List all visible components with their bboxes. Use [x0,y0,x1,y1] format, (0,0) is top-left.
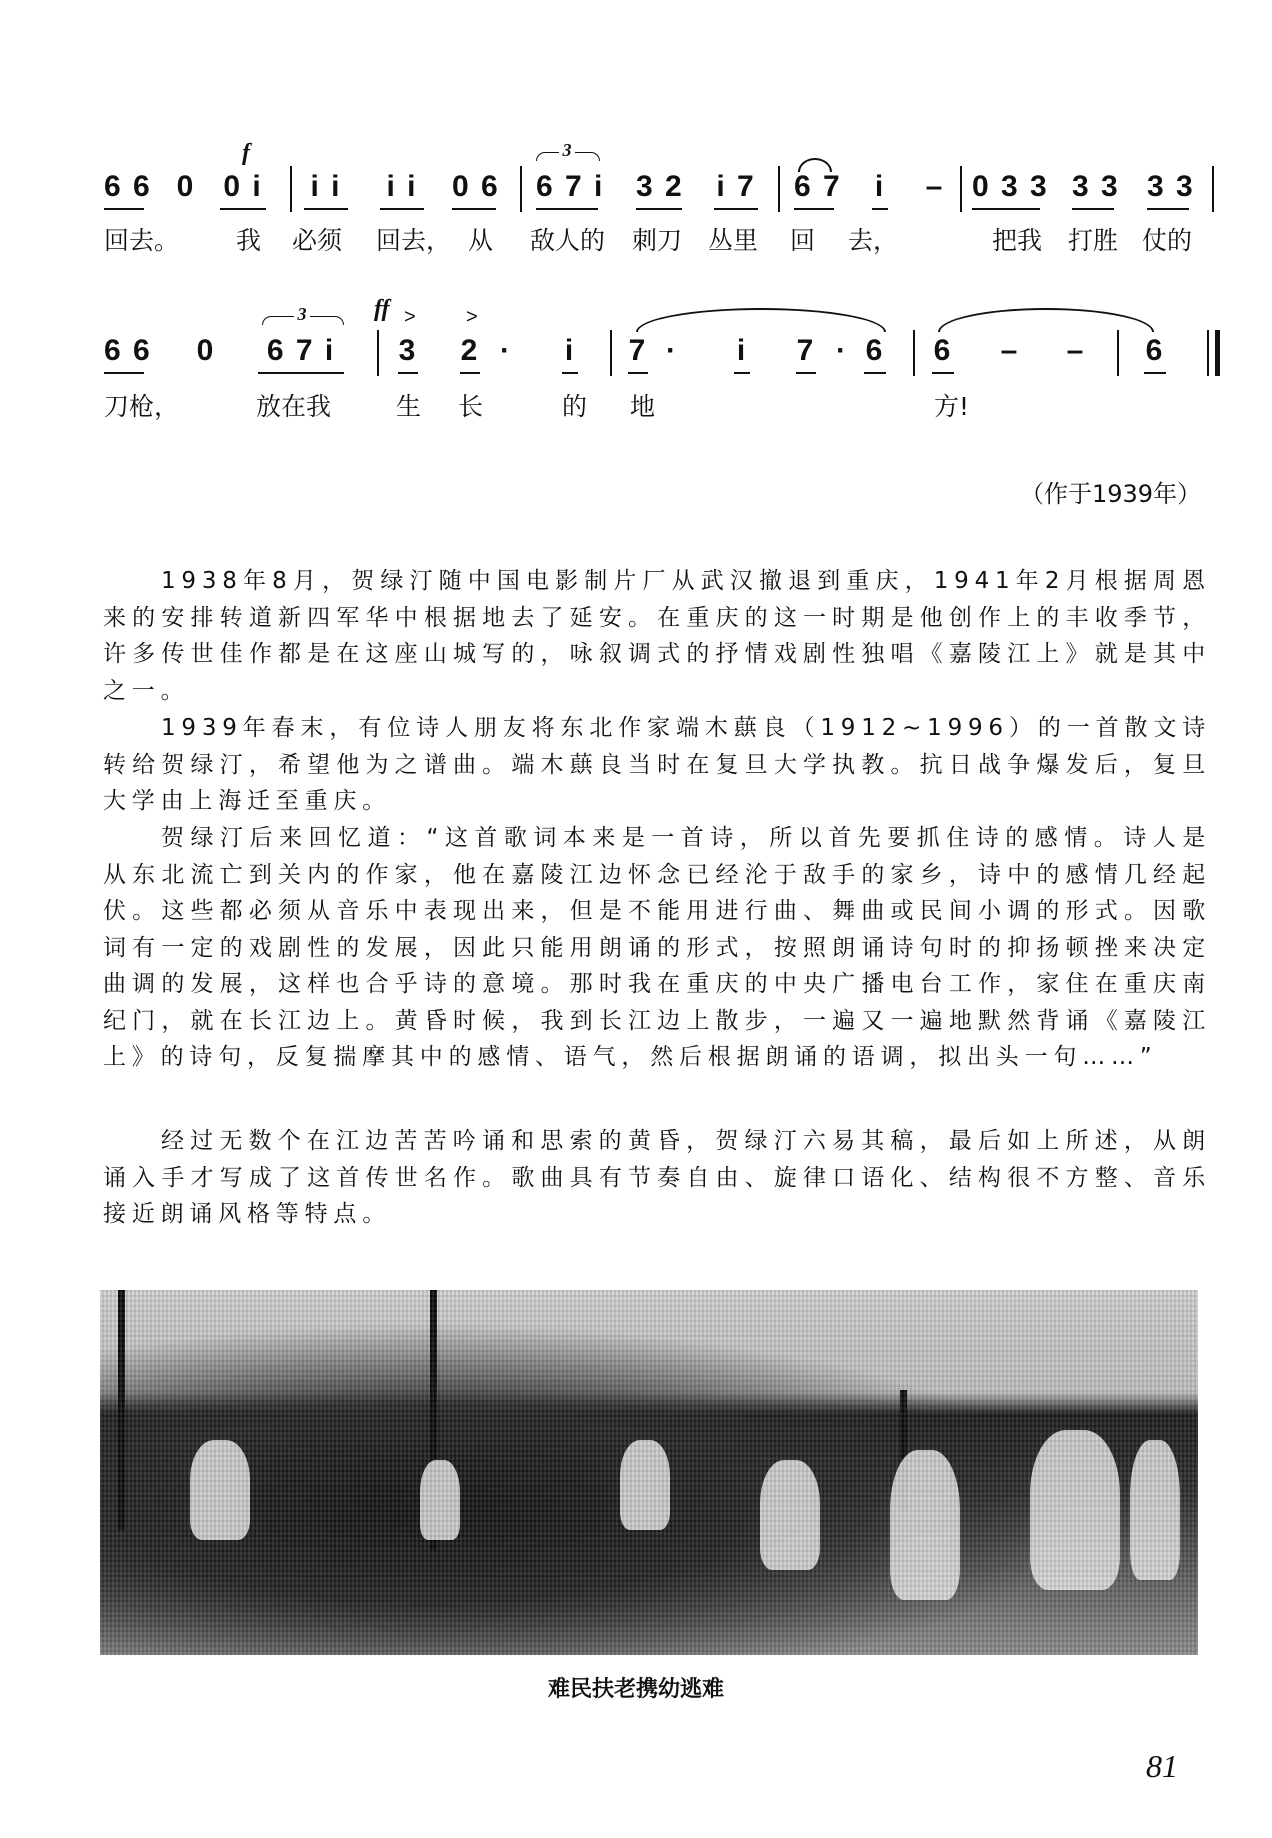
beam-underline [220,208,266,210]
final-barline-thin [1207,330,1209,376]
beam-underline [864,372,886,374]
barline [960,166,962,212]
lyric-text: 把我 [992,226,1043,255]
beam-underline [304,208,348,210]
lyric-text: 仗的 [1142,226,1193,255]
refugee-photo [100,1290,1198,1655]
jianpu-note: 0 6 [452,170,500,203]
jianpu-note: · [500,334,512,367]
jianpu-note: 6 7 i [536,170,605,203]
accent-mark: > [404,306,416,328]
jianpu-note: 6 7 [794,170,842,203]
beam-underline [794,208,834,210]
jianpu-note: 6 [1145,334,1165,367]
triplet-number: 3 [294,304,310,325]
beam-underline [636,208,682,210]
paragraph-1: 1938年8月，贺绿汀随中国电影制片厂从武汉撤退到重庆，1941年2月根据周恩来的安排转道新四军华中根据地去了延安。在重庆的这一时期是他创作上的丰收季节，许多传世佳作都是在这座山城写的，咏叙调式的抒情戏剧性独唱《嘉陵江上》就是其中之一。 [103,568,1211,704]
beam-underline [104,208,144,210]
jianpu-note: i i [386,170,418,203]
paragraph-2: 1939年春末，有位诗人朋友将东北作家端木蕻良（1912~1996）的一首散文诗转给贺绿汀，希望他为之谱曲。端木蕻良当时在复旦大学执教。抗日战争爆发后，复旦大学由上海迁至重庆。 [103,715,1211,814]
jianpu-note: – [1066,334,1086,367]
barline [290,166,292,212]
jianpu-note: 6 [933,334,953,367]
beam-underline [104,372,144,374]
lyric-text: 刺刀 [632,226,683,255]
beam-underline [1144,372,1166,374]
jianpu-note: 3 [398,334,418,367]
jianpu-note: · [666,334,678,367]
jianpu-note: – [1000,334,1020,367]
lyric-text: 去， [848,226,899,255]
lyric-text: 回去。 [104,226,180,255]
beam-underline [972,208,1040,210]
jianpu-note: 0 [176,170,196,203]
lyric-text: 敌人的 [530,226,606,255]
lyric-text: 方! [934,392,970,421]
lyric-text: 刀枪， [104,392,180,421]
score-line-2 [0,280,1272,430]
jianpu-note: 6 [865,334,885,367]
barline [520,166,522,212]
lyric-text: 我 [236,226,262,255]
beam-underline [1072,208,1114,210]
lyric-text: 必须 [292,226,343,255]
paragraph-3: 贺绿汀后来回忆道：“这首歌词本来是一首诗，所以首先要抓住诗的感情。诗人是从东北流亡到关内的作家，他在嘉陵江边怀念已经沦于敌手的家乡，诗中的感情几经起伏。这些都必须从音乐中表现出来，但是不能用进行曲、舞曲或民间小调的形式。因歌词有一定的戏剧性的发展，因此只能用朗诵的形式，按照朗诵诗句时的抑扬顿挫来决定曲调的发展，这样也合乎诗的意境。那时我在重庆的中央广播电台工作，家住在重庆南纪门，就在长江边上。黄昏时候，我到长江边上散步，一遍又一遍地默然背诵《嘉陵江上》的诗句，反复揣摩其中的感情、语气，然后根据朗诵的语调，拟出头一句……” [103,825,1211,1070]
barline [913,330,915,376]
final-barline-thick [1215,330,1220,376]
jianpu-note: · [836,334,848,367]
dynamic-marking: f [242,140,250,166]
jianpu-note: i [874,170,886,203]
beam-underline [872,208,888,210]
jianpu-note: 2 [460,334,480,367]
jianpu-note: 6 6 [104,334,152,367]
beam-underline [398,372,418,374]
slur-arc [938,308,1154,332]
lyric-text: 生 [396,392,422,421]
beam-underline [734,372,750,374]
jianpu-note: i [736,334,748,367]
lyric-text: 打胜 [1068,226,1119,255]
barline [778,166,780,212]
beam-underline [460,372,480,374]
jianpu-note: 3 3 [1072,170,1120,203]
barline [1117,330,1119,376]
accent-mark: > [466,306,478,328]
beam-underline [562,372,578,374]
barline [610,330,612,376]
dynamic-marking: ff [374,296,390,322]
beam-underline [932,372,954,374]
photo-grain [100,1290,1198,1655]
tie-arc [798,158,832,172]
beam-underline [452,208,496,210]
lyric-text: 回 [790,226,816,255]
barline [377,330,379,376]
lyric-text: 的 [562,392,588,421]
slur-arc [636,308,886,332]
jianpu-note: i i [310,170,342,203]
jianpu-note: 7 [796,334,816,367]
composition-year-note: （作于1939年） [1020,480,1202,508]
lyric-text: 地 [630,392,656,421]
jianpu-note: i [564,334,576,367]
jianpu-note: 0 i [223,170,263,203]
jianpu-note: 3 3 [1147,170,1195,203]
jianpu-note: i 7 [716,170,756,203]
jianpu-note: 6 6 [104,170,152,203]
lyric-text: 从 [468,226,494,255]
jianpu-note: 0 3 3 [972,170,1049,203]
beam-underline [1147,208,1189,210]
page-number: 81 [1146,1748,1178,1784]
jianpu-note: – [925,170,945,203]
lyric-text: 丛里 [708,226,759,255]
beam-underline [536,208,598,210]
paragraph-4: 经过无数个在江边苦苦吟诵和思索的黄昏，贺绿汀六易其稿，最后如上所述，从朗诵入手才写成了这首传世名作。歌曲具有节奏自由、旋律口语化、结构很不方整、音乐接近朗诵风格等特点。 [103,1128,1211,1227]
triplet-number: 3 [559,140,575,161]
jianpu-note: 6 7 i [266,334,336,367]
lyric-text: 长 [458,392,484,421]
photo-caption: 难民扶老携幼逃难 [547,1677,724,1702]
jianpu-note: 0 [196,334,216,367]
beam-underline [714,208,758,210]
beam-underline [380,208,424,210]
lyric-text: 放在我 [256,392,332,421]
jianpu-note: 7 [628,334,648,367]
score-line-1 [0,120,1272,270]
beam-underline [258,372,344,374]
barline [1212,166,1214,212]
lyric-text: 回去， [376,226,452,255]
beam-underline [796,372,816,374]
jianpu-note: 3 2 [636,170,684,203]
beam-underline [628,372,648,374]
